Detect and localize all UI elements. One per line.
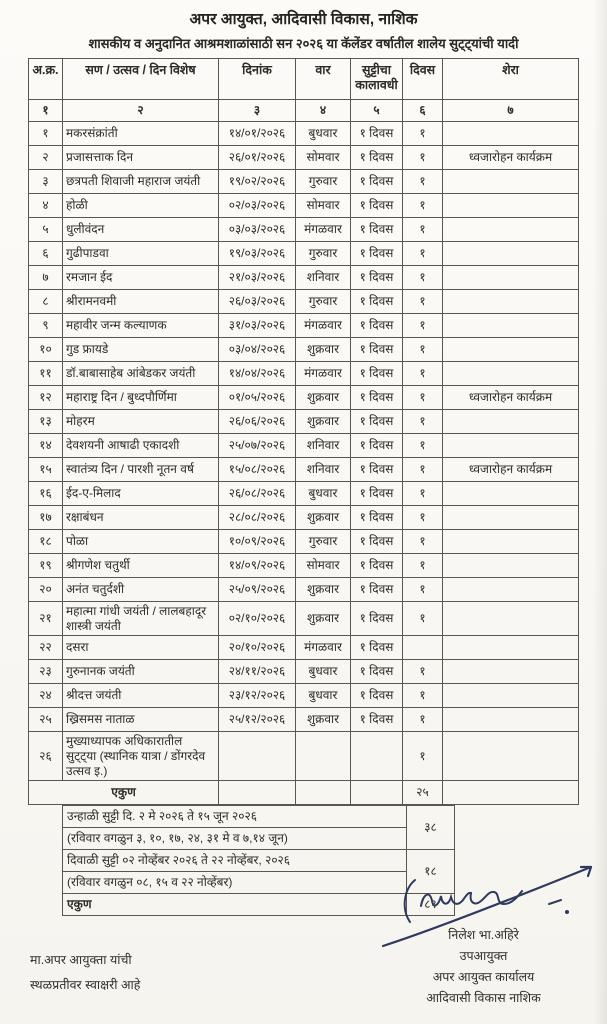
date-cell: २४/११/२०२६ [219, 660, 296, 684]
sr-cell: १५ [29, 458, 63, 482]
column-number: २ [63, 100, 219, 122]
duration-cell: १ दिवस [351, 506, 403, 530]
duration-cell: १ दिवस [351, 362, 403, 386]
days-cell: १ [403, 266, 443, 290]
festival-name-cell: मोहरम [63, 410, 219, 434]
weekday-cell: गुरुवार [296, 170, 351, 194]
date-cell: २०/१०/२०२६ [219, 636, 296, 660]
footer-note-line1: मा.अपर आयुक्ता यांची [30, 953, 132, 967]
date-cell: १४/०४/२०२६ [219, 362, 296, 386]
duration-cell: १ दिवस [351, 684, 403, 708]
festival-name-cell: मुख्याध्यापक अधिकारातील सुट्ट्या (स्थानिक यात्रा / डोंगरदेव उत्सव इ.) [63, 732, 219, 781]
empty-cell [219, 781, 296, 805]
total-label-cell: एकुण [29, 781, 219, 805]
sr-cell: १८ [29, 530, 63, 554]
weekday-cell: सोमवार [296, 146, 351, 170]
remark-cell [443, 482, 579, 506]
column-number: ५ [351, 100, 403, 122]
column-header-sr: अ.क्र. [29, 59, 63, 100]
festival-name-cell: होळी [63, 194, 219, 218]
festival-name-cell: गुढीपाडवा [63, 242, 219, 266]
days-cell: १ [403, 482, 443, 506]
remark-cell [443, 242, 579, 266]
grand-total-label-cell: एकुण [63, 894, 407, 916]
summer-vacation-row [63, 806, 455, 828]
signatory-office-line1: अपर आयुक्त कार्यालय [432, 970, 535, 984]
column-number: १ [29, 100, 63, 122]
table-row [29, 386, 579, 410]
sr-cell: ७ [29, 266, 63, 290]
duration-cell: १ दिवस [351, 218, 403, 242]
days-cell: १ [403, 602, 443, 636]
date-cell: २६/०६/२०२६ [219, 410, 296, 434]
sr-cell: १७ [29, 506, 63, 530]
sr-cell: ३ [29, 170, 63, 194]
date-cell: १५/०८/२०२६ [219, 458, 296, 482]
days-cell: १ [403, 434, 443, 458]
days-cell: १ [403, 660, 443, 684]
sr-cell: ५ [29, 218, 63, 242]
festival-name-cell: ख्रिसमस नाताळ [63, 708, 219, 732]
duration-cell: १ दिवस [351, 266, 403, 290]
signatory-office-line2: आदिवासी विकास नाशिक [426, 991, 541, 1005]
festival-name-cell: महावीर जन्म कल्याणक [63, 314, 219, 338]
sr-cell: २५ [29, 708, 63, 732]
table-row [29, 506, 579, 530]
duration-cell: १ दिवस [351, 194, 403, 218]
duration-cell: १ दिवस [351, 554, 403, 578]
sr-cell: २३ [29, 660, 63, 684]
sr-cell: ४ [29, 194, 63, 218]
date-cell: १९/०२/२०२६ [219, 170, 296, 194]
table-row [29, 732, 579, 781]
duration-cell: १ दिवस [351, 122, 403, 146]
table-row [29, 122, 579, 146]
festival-name-cell: ईद-ए-मिलाद [63, 482, 219, 506]
column-number: ६ [403, 100, 443, 122]
empty-cell [443, 781, 579, 805]
remark-cell [443, 708, 579, 732]
sr-cell: २२ [29, 636, 63, 660]
table-row [29, 290, 579, 314]
summer-vacation-note: (रविवार वगळुन ३, १०, १७, २४, ३१ मे व ७,१४ जून) [63, 828, 407, 850]
column-header-duration: सुट्टीचा कालावधी [351, 59, 403, 100]
date-cell: १९/०३/२०२६ [219, 242, 296, 266]
festival-name-cell: रक्षाबंधन [63, 506, 219, 530]
festival-name-cell: प्रजासत्ताक दिन [63, 146, 219, 170]
days-cell: १ [403, 362, 443, 386]
days-cell: १ [403, 530, 443, 554]
days-cell: १ [403, 410, 443, 434]
duration-cell: १ दिवस [351, 636, 403, 660]
header-row [29, 59, 579, 100]
weekday-cell: बुधवार [296, 660, 351, 684]
table-row [29, 554, 579, 578]
sr-cell: ६ [29, 242, 63, 266]
date-cell: १४/०९/२०२६ [219, 554, 296, 578]
duration-cell: १ दिवस [351, 530, 403, 554]
total-row [29, 781, 579, 805]
days-cell: १ [403, 194, 443, 218]
date-cell: २३/१२/२०२६ [219, 684, 296, 708]
festival-name-cell: दसरा [63, 636, 219, 660]
table-row [29, 684, 579, 708]
diwali-vacation-days: १८ [407, 850, 455, 894]
diwali-vacation-note: (रविवार वगळुन ०८, १५ व २२ नोव्हेंबर) [63, 872, 407, 894]
sr-cell: १६ [29, 482, 63, 506]
sr-cell: २४ [29, 684, 63, 708]
duration-cell: १ दिवस [351, 434, 403, 458]
summer-vacation-days: ३८ [407, 806, 455, 850]
table-row [29, 434, 579, 458]
remark-cell: ध्वजारोहन कार्यक्रम [443, 458, 579, 482]
table-row [29, 410, 579, 434]
days-cell: १ [403, 458, 443, 482]
remark-cell: ध्वजारोहन कार्यक्रम [443, 146, 579, 170]
remark-cell [443, 660, 579, 684]
column-header-date: दिनांक [219, 59, 296, 100]
sr-cell: २ [29, 146, 63, 170]
festival-name-cell: श्रीरामनवमी [63, 290, 219, 314]
table-row [29, 578, 579, 602]
date-cell: ०३/०४/२०२६ [219, 338, 296, 362]
remark-cell [443, 578, 579, 602]
date-cell [219, 732, 296, 781]
table-row [29, 602, 579, 636]
days-cell: १ [403, 146, 443, 170]
remark-cell [443, 122, 579, 146]
days-cell: १ [403, 314, 443, 338]
total-days-cell: २५ [403, 781, 443, 805]
duration-cell: १ दिवस [351, 578, 403, 602]
weekday-cell: शनिवार [296, 458, 351, 482]
festival-name-cell: धुलीवंदन [63, 218, 219, 242]
remark-cell [443, 554, 579, 578]
festival-name-cell: रमजान ईद [63, 266, 219, 290]
table-row [29, 314, 579, 338]
date-cell: २६/०१/२०२६ [219, 146, 296, 170]
sr-cell: १० [29, 338, 63, 362]
remark-cell [443, 602, 579, 636]
date-cell: २१/०३/२०२६ [219, 266, 296, 290]
sr-cell: ९ [29, 314, 63, 338]
festival-name-cell: स्वातंत्र्य दिन / पारशी नूतन वर्ष [63, 458, 219, 482]
weekday-cell: मंगळवार [296, 362, 351, 386]
remark-cell [443, 218, 579, 242]
date-cell: ०२/०३/२०२६ [219, 194, 296, 218]
date-cell: २६/०३/२०२६ [219, 290, 296, 314]
footer-note-line2: स्थळप्रतीवर स्वाक्षरी आहे [30, 978, 141, 992]
weekday-cell: गुरुवार [296, 290, 351, 314]
days-cell: १ [403, 732, 443, 781]
table-row [29, 146, 579, 170]
days-cell: १ [403, 170, 443, 194]
date-cell: २६/०८/२०२६ [219, 482, 296, 506]
festival-name-cell: डॉ.बाबासाहेब आंबेडकर जयंती [63, 362, 219, 386]
duration-cell [351, 732, 403, 781]
festival-name-cell: महाराष्ट्र दिन / बुध्दपौर्णिमा [63, 386, 219, 410]
weekday-cell: शुक्रवार [296, 578, 351, 602]
days-cell: १ [403, 290, 443, 314]
duration-cell: १ दिवस [351, 482, 403, 506]
duration-cell: १ दिवस [351, 338, 403, 362]
days-cell: १ [403, 578, 443, 602]
table-row [29, 362, 579, 386]
table-row [29, 170, 579, 194]
table-row [29, 530, 579, 554]
column-number: ७ [443, 100, 579, 122]
table-row [29, 458, 579, 482]
sr-cell: २१ [29, 602, 63, 636]
remark-cell [443, 684, 579, 708]
date-cell: १४/०१/२०२६ [219, 122, 296, 146]
remark-cell [443, 194, 579, 218]
empty-cell [351, 781, 403, 805]
days-cell: १ [403, 684, 443, 708]
weekday-cell [296, 732, 351, 781]
date-cell: २५/०७/२०२६ [219, 434, 296, 458]
days-cell: १ [403, 506, 443, 530]
festival-name-cell: गुरुनानक जयंती [63, 660, 219, 684]
festival-name-cell: श्रीदत्त जयंती [63, 684, 219, 708]
weekday-cell: गुरुवार [296, 242, 351, 266]
remark-cell [443, 170, 579, 194]
remark-cell [443, 338, 579, 362]
weekday-cell: शुक्रवार [296, 338, 351, 362]
weekday-cell: शुक्रवार [296, 386, 351, 410]
weekday-cell: शुक्रवार [296, 410, 351, 434]
table-row [29, 338, 579, 362]
empty-cell [296, 781, 351, 805]
weekday-cell: बुधवार [296, 684, 351, 708]
holiday-table [28, 58, 579, 805]
sr-cell: १३ [29, 410, 63, 434]
table-row [29, 266, 579, 290]
days-cell: १ [403, 708, 443, 732]
summer-vacation-text: उन्हाळी सुट्टी दि. २ मे २०२६ ते १५ जून २०२६ [63, 806, 407, 828]
remark-cell [443, 434, 579, 458]
duration-cell: १ दिवस [351, 386, 403, 410]
signatory-designation: उपआयुक्त [459, 949, 508, 963]
footer-note [30, 948, 140, 998]
festival-name-cell: श्रीगणेश चतुर्थी [63, 554, 219, 578]
table-row [29, 660, 579, 684]
remark-cell [443, 410, 579, 434]
date-cell: २८/०८/२०२६ [219, 506, 296, 530]
table-row [29, 482, 579, 506]
weekday-cell: सोमवार [296, 554, 351, 578]
summer-vacation-note-row [63, 828, 455, 850]
weekday-cell: बुधवार [296, 122, 351, 146]
remark-cell [443, 732, 579, 781]
remark-cell [443, 266, 579, 290]
date-cell: ०१/०५/२०२६ [219, 386, 296, 410]
date-cell: ०२/१०/२०२६ [219, 602, 296, 636]
duration-cell: १ दिवस [351, 146, 403, 170]
duration-cell: १ दिवस [351, 290, 403, 314]
remark-cell [443, 362, 579, 386]
weekday-cell: मंगळवार [296, 636, 351, 660]
weekday-cell: शनिवार [296, 434, 351, 458]
column-number-row [29, 100, 579, 122]
duration-cell: १ दिवस [351, 170, 403, 194]
sr-cell: २० [29, 578, 63, 602]
table-row [29, 194, 579, 218]
festival-name-cell: गुड फ्रायडे [63, 338, 219, 362]
sr-cell: १९ [29, 554, 63, 578]
column-number: ४ [296, 100, 351, 122]
duration-cell: १ दिवस [351, 602, 403, 636]
page-subtitle: शासकीय व अनुदानित आश्रमशाळांसाठी सन २०२६ या कॅलेंडर वर्षातील शालेय सुट्ट्यांची यादी [88, 36, 519, 51]
column-header-days: दिवस [403, 59, 443, 100]
date-cell: ०३/०३/२०२६ [219, 218, 296, 242]
days-cell: १ [403, 242, 443, 266]
weekday-cell: मंगळवार [296, 218, 351, 242]
days-cell: १ [403, 338, 443, 362]
remark-cell [443, 530, 579, 554]
table-row [29, 708, 579, 732]
days-cell: १ [403, 122, 443, 146]
table-row [29, 636, 579, 660]
grand-total-days-cell: ८१ [407, 894, 455, 916]
date-cell: १०/०९/२०२६ [219, 530, 296, 554]
festival-name-cell: मकरसंक्रांती [63, 122, 219, 146]
weekday-cell: सोमवार [296, 194, 351, 218]
sr-cell: १ [29, 122, 63, 146]
duration-cell: १ दिवस [351, 410, 403, 434]
date-cell: ३१/०३/२०२६ [219, 314, 296, 338]
column-header-remark: शेरा [443, 59, 579, 100]
signature-block [376, 925, 591, 1009]
festival-name-cell: अनंत चतुर्दशी [63, 578, 219, 602]
remark-cell [443, 290, 579, 314]
remark-cell [443, 314, 579, 338]
duration-cell: १ दिवस [351, 660, 403, 684]
weekday-cell: शुक्रवार [296, 506, 351, 530]
table-row [29, 218, 579, 242]
days-cell [403, 636, 443, 660]
sr-cell: १४ [29, 434, 63, 458]
column-header-weekday: वार [296, 59, 351, 100]
date-cell: २५/०९/२०२६ [219, 578, 296, 602]
weekday-cell: गुरुवार [296, 530, 351, 554]
date-cell: २५/१२/२०२६ [219, 708, 296, 732]
sr-cell: २६ [29, 732, 63, 781]
days-cell: १ [403, 218, 443, 242]
festival-name-cell: पोळा [63, 530, 219, 554]
sr-cell: १२ [29, 386, 63, 410]
weekday-cell: शनिवार [296, 266, 351, 290]
table-row [29, 242, 579, 266]
duration-cell: १ दिवस [351, 242, 403, 266]
weekday-cell: शुक्रवार [296, 708, 351, 732]
weekday-cell: बुधवार [296, 482, 351, 506]
festival-name-cell: छत्रपती शिवाजी महाराज जयंती [63, 170, 219, 194]
weekday-cell: शुक्रवार [296, 602, 351, 636]
page-title: अपर आयुक्त, आदिवासी विकास, नाशिक [189, 11, 418, 28]
diwali-vacation-text: दिवाळी सुट्टी ०२ नोव्हेंबर २०२६ ते २२ नोव्हेंबर, २०२६ [63, 850, 407, 872]
days-cell: १ [403, 554, 443, 578]
festival-name-cell: देवशयनी आषाढी एकादशी [63, 434, 219, 458]
remark-cell: ध्वजारोहन कार्यक्रम [443, 386, 579, 410]
remark-cell [443, 636, 579, 660]
remark-cell [443, 506, 579, 530]
duration-cell: १ दिवस [351, 458, 403, 482]
festival-name-cell: महात्मा गांधी जयंती / लालबहादूर शास्त्री जयंती [63, 602, 219, 636]
duration-cell: १ दिवस [351, 314, 403, 338]
weekday-cell: मंगळवार [296, 314, 351, 338]
sr-cell: ११ [29, 362, 63, 386]
column-header-festival: सण / उत्सव / दिन विशेष [63, 59, 219, 100]
duration-cell: १ दिवस [351, 708, 403, 732]
signatory-name: निलेश भा.अहिरे [448, 928, 519, 942]
sr-cell: ८ [29, 290, 63, 314]
days-cell: १ [403, 386, 443, 410]
column-number: ३ [219, 100, 296, 122]
